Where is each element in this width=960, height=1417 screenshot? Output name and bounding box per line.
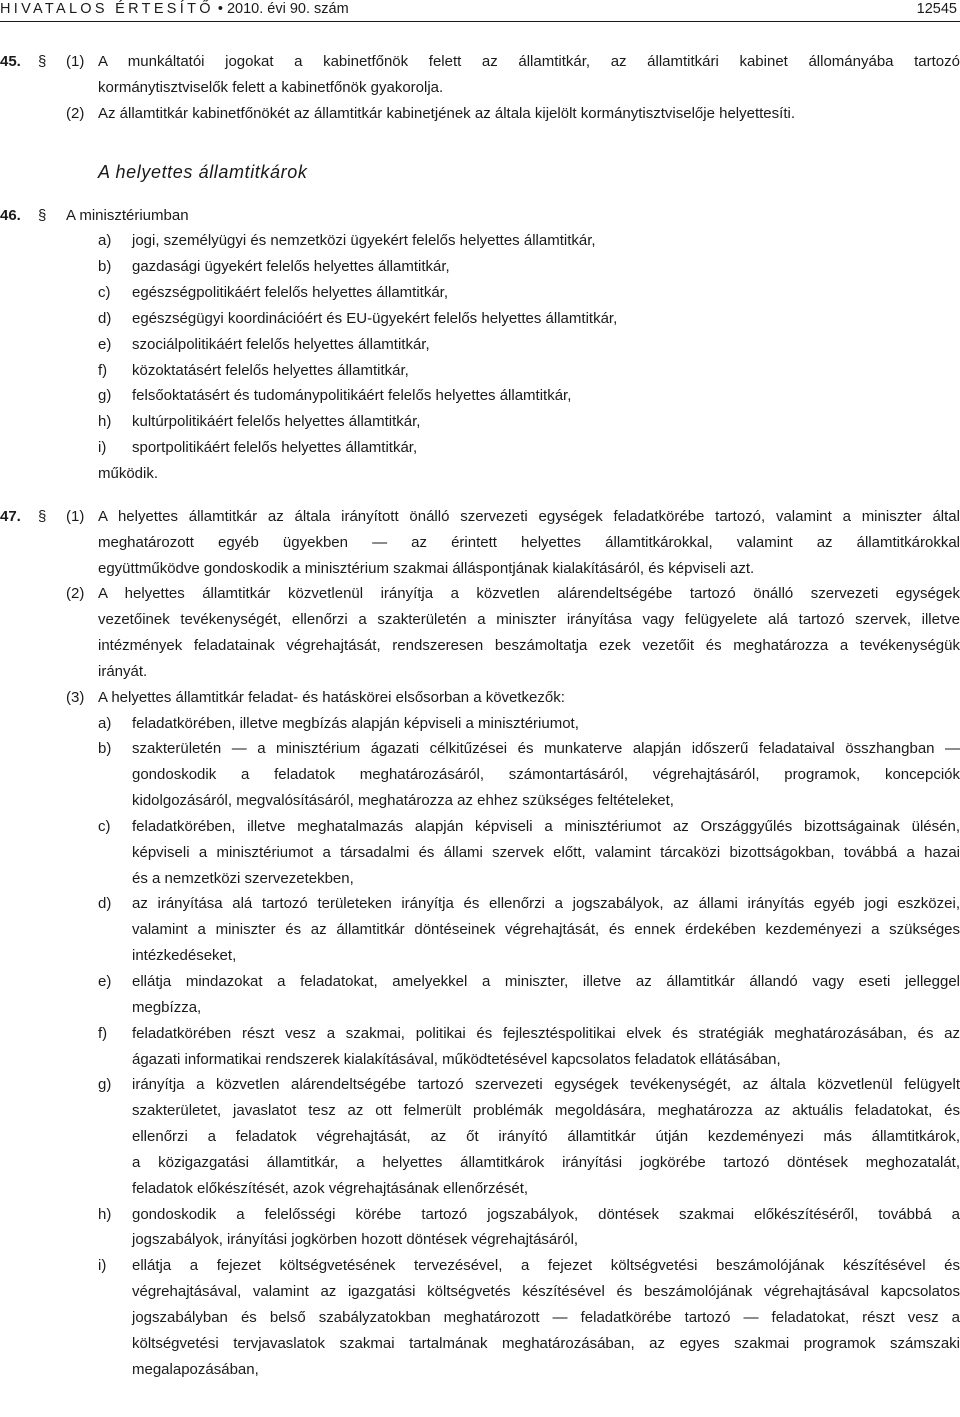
header-bullet: •: [217, 1, 223, 17]
list-item: [0, 1202, 960, 1254]
item-label: d): [98, 309, 112, 327]
item-text: [132, 1072, 960, 1201]
section-47-para-1: [0, 504, 960, 582]
text-line: meghatározott egyéb ügyekben — az érintett helyettes államtitkárokkal, valamint az államtitkárokkal: [98, 533, 960, 551]
item-text: jogi, személyügyi és nemzetközi ügyekért felelős helyettes államtitkár,: [132, 232, 596, 250]
text-line: ágazati informatikai rendszerek kialakításával, működtetésével kapcsolatos feladatok ellátásában,: [132, 1050, 781, 1068]
text-line: végrehajtásával, valamint az igazgatási költségvetés készítésével és beszámolójának végrehajtásával kapcsolatos: [132, 1283, 960, 1301]
list-item: [0, 969, 960, 1021]
issue-label: 2010. évi 90. szám: [226, 1, 349, 17]
paragraph-number: (2): [66, 585, 85, 603]
list-item: [0, 254, 960, 280]
section-45-para-1: [0, 49, 960, 101]
item-label: e): [98, 335, 112, 353]
section-47-para-2: [0, 581, 960, 684]
header-rule: [0, 21, 960, 22]
item-label: h): [98, 413, 112, 431]
section-gap: [0, 487, 960, 504]
item-text: közoktatásért felelős helyettes államtitkár,: [132, 361, 409, 379]
section-46-list: [0, 228, 960, 461]
text-line: irányítja a közvetlen alárendeltségébe tartozó szervezeti egységek tevékenységét, az általa közvetlenül felügyelt: [132, 1076, 960, 1094]
item-text: [132, 736, 960, 814]
section-47-para-3: [0, 685, 960, 711]
text-line: ellenőrzi a feladatok végrehajtását, az őt irányító államtitkár útján kezdeményezi más államtitkárok,: [132, 1128, 960, 1146]
item-label: c): [98, 817, 111, 835]
text-line: ellátja a fejezet költségvetésének tervezésével, a fejezet költségvetési beszámolójának készítésével és: [132, 1257, 960, 1275]
paragraph-text: Az államtitkár kabinetfőnökét az államtitkár kabinetjének az általa kijelölt kormánytisztviselője helyettesíti.: [98, 104, 795, 122]
subheading: A helyettes államtitkárok: [98, 161, 308, 182]
list-item: [0, 228, 960, 254]
text-line: szakterületén — a minisztérium ágazati célkitűzései és munkaterve alapján időszerű feladataival összhangban —: [132, 740, 960, 758]
header-left: [0, 0, 349, 18]
text-line: intézmények feladatainak végrehajtását, rendszeresen beszámoltatja ezek vezetőit és meghatározza a tevékenységük: [98, 637, 960, 655]
section-number: 47.: [0, 507, 21, 525]
section-number: 45.: [0, 53, 21, 70]
list-item: [0, 1072, 960, 1201]
text-line: az irányítása alá tartozó területeken irányítja és ellenőrzi a jogszabályok, az állami irányítás egyéb jogi eszközei,: [132, 895, 960, 913]
text-line: gondoskodik a feladatok meghatározásáról, számontartásáról, végrehajtásáról, programok, koncepciók: [132, 766, 960, 784]
list-item: [0, 280, 960, 306]
list-item: [0, 1253, 960, 1382]
item-label: c): [98, 284, 111, 302]
item-text: [132, 1253, 960, 1382]
text-line: vezetőinek tevékenységét, ellenőrzi a szakterületén a miniszter irányítása vagy felügyelete alá tartozó szervek, illetve: [98, 611, 960, 629]
paragraph-text: [98, 49, 960, 101]
list-item: [0, 1021, 960, 1073]
item-label: g): [98, 1076, 112, 1094]
page-number: 12545: [916, 1, 957, 17]
section-47-list: [0, 711, 960, 1383]
item-label: a): [98, 232, 112, 250]
section-symbol: §: [38, 206, 47, 224]
item-label: b): [98, 740, 112, 758]
section-symbol: §: [38, 53, 47, 70]
item-text: [132, 969, 960, 1021]
item-label: a): [98, 714, 112, 732]
section-46: [0, 203, 960, 487]
item-label: f): [98, 361, 108, 379]
text-line: A helyettes államtitkár közvetlenül irányítja a közvetlen alárendeltségébe tartozó önálló szervezeti egységek: [98, 585, 960, 603]
item-label: i): [98, 1257, 107, 1275]
item-text: [132, 891, 960, 969]
paragraph-text: működik.: [98, 464, 159, 482]
text-line: A helyettes államtitkár az általa irányított önálló szervezeti egységek feladatkörébe tartozó, valamint a miniszter által: [98, 507, 960, 525]
paragraph-number: (2): [66, 104, 85, 122]
section-45-para-2: [0, 101, 960, 127]
list-item: [0, 358, 960, 384]
text-line: költségvetési tervjavaslatok szakmai tartalmának meghatározásában, az egyes szakmai programok számszaki: [132, 1334, 960, 1352]
item-text: [132, 711, 960, 737]
text-line: képviseli a minisztériumot a társadalmi és állami szervek előtt, valamint tárcaközi bizottságokban, továbbá a hazai: [132, 843, 960, 861]
section-46-intro: [0, 203, 960, 229]
page-header: [0, 0, 960, 22]
text-line: megbízza,: [132, 998, 202, 1016]
item-text: [132, 1021, 960, 1073]
text-line: feladatkörében, illetve megbízás alapján képviseli a minisztériumot,: [132, 714, 579, 732]
item-text: [132, 1202, 960, 1254]
list-item: [0, 332, 960, 358]
paragraph-text: [98, 581, 960, 684]
item-label: e): [98, 973, 112, 990]
item-label: d): [98, 895, 112, 913]
item-text: [132, 814, 960, 892]
paragraph-text: A helyettes államtitkár feladat- és hatáskörei elsősorban a következők:: [98, 688, 565, 706]
paragraph-number: (3): [66, 688, 85, 706]
section-47: [0, 504, 960, 1383]
item-text: gazdasági ügyekért felelős helyettes államtitkár,: [132, 258, 450, 276]
list-item: [0, 409, 960, 435]
text-line: feladatok előkészítését, azok végrehajtásának ellenőrzését,: [132, 1179, 529, 1197]
paragraph-text: [98, 504, 960, 582]
text-line: jogszabályok, irányítási jogkörben hozott döntések végrehajtásáról,: [132, 1231, 579, 1249]
text-line: ellátja mindazokat a feladatokat, amelyekkel a miniszter, illetve az államtitkár állandó vagy eseti jelleggel: [132, 973, 960, 990]
text-line: kormánytisztviselők felett a kabinetfőnök gyakorolja.: [98, 78, 444, 96]
list-item: [0, 435, 960, 461]
item-label: g): [98, 387, 112, 405]
item-text: szociálpolitikáért felelős helyettes államtitkár,: [132, 335, 430, 353]
item-text: kultúrpolitikáért felelős helyettes államtitkár,: [132, 413, 421, 431]
item-text: sportpolitikáért felelős helyettes államtitkár,: [132, 439, 418, 457]
list-item: [0, 306, 960, 332]
text-line: intézkedéseket,: [132, 947, 237, 965]
text-line: megalapozásában,: [132, 1360, 259, 1378]
paragraph-number: (1): [66, 507, 85, 525]
item-text: egészségügyi koordinációért és EU-ügyekért felelős helyettes államtitkár,: [132, 309, 618, 327]
text-line: gondoskodik a felelősségi körébe tartozó jogszabályok, döntések szakmai előkészítéséről, továbbá a: [132, 1205, 960, 1223]
list-item: [0, 736, 960, 814]
text-line: kidolgozásáról, megvalósításáról, meghatározza az ehhez szükséges feltételeket,: [132, 792, 674, 810]
item-label: i): [98, 439, 107, 457]
publication-title: HIVATALOS ÉRTESÍTŐ: [0, 1, 214, 17]
section-46-closing: [0, 461, 960, 487]
list-item: [0, 891, 960, 969]
text-line: valamint a miniszter és az államtitkár döntéseinek végrehajtását, és ennek érdekében kezdeményezi a szükséges: [132, 921, 960, 939]
text-line: jogszabályban és belső szabályzatokban meghatározott — feladatkörébe tartozó — feladatokat, részt vesz a: [132, 1308, 960, 1326]
section-symbol: §: [38, 507, 47, 525]
paragraph-number: (1): [66, 53, 85, 70]
section-number: 46.: [0, 206, 21, 224]
text-line: együttműködve gondoskodik a minisztérium szakmai álláspontjának kialakításáról, és képviseli azt.: [98, 559, 755, 577]
section-45: [0, 49, 960, 127]
text-line: A munkáltatói jogokat a kabinetfőnök felett az államtitkár, az államtitkári kabinet állományába tartozó: [98, 53, 960, 70]
list-item: [0, 711, 960, 737]
item-label: h): [98, 1205, 112, 1223]
list-item: [0, 814, 960, 892]
paragraph-text: A minisztériumban: [66, 206, 189, 224]
item-text: egészségpolitikáért felelős helyettes államtitkár,: [132, 284, 448, 302]
text-line: irányát.: [98, 662, 148, 680]
text-line: feladatkörében, illetve meghatalmazás alapján képviseli a minisztériumot az Országgyűlés bizottságainak ülésén,: [132, 817, 960, 835]
item-label: f): [98, 1024, 108, 1042]
item-label: b): [98, 258, 112, 276]
text-line: a közigazgatási államtitkár, a helyettes államtitkárok irányítási jogkörébe tartozó döntések meghozatalát,: [132, 1153, 960, 1171]
list-item: [0, 383, 960, 409]
text-line: szakterületet, javaslatot tesz az ott felmerült problémák megoldására, meghatározza az aktuális feladatokat, és: [132, 1102, 960, 1120]
text-line: és a nemzetközi szervezetekben,: [132, 869, 354, 887]
text-line: feladatkörében részt vesz a szakmai, politikai és fejlesztéspolitikai elvek és stratégiák meghatározásában, és az: [132, 1024, 960, 1042]
item-text: felsőoktatásért és tudománypolitikáért felelős helyettes államtitkár,: [132, 387, 572, 405]
document-body: [0, 49, 960, 1383]
